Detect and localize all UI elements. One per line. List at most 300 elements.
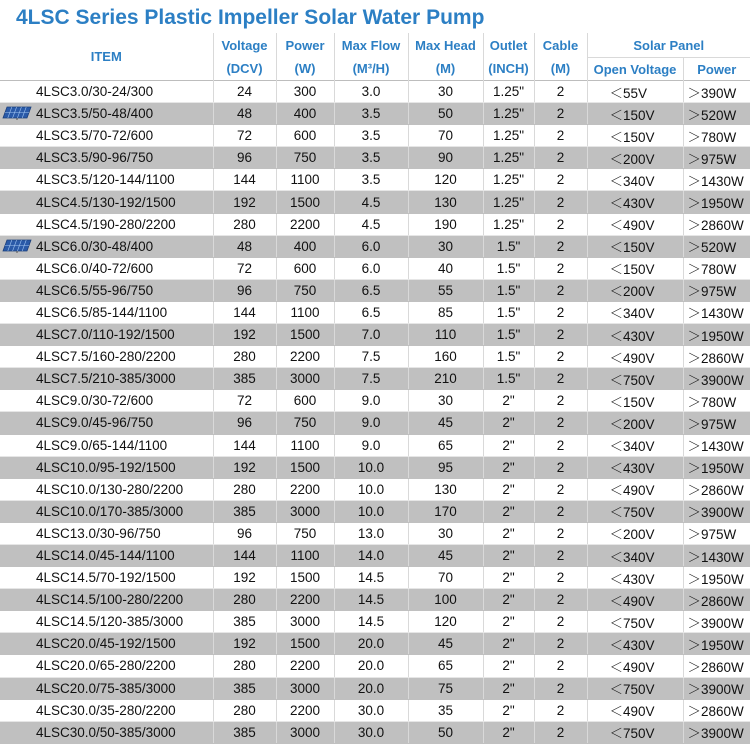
cell-open-voltage-text: ＜430V	[609, 571, 655, 587]
cell-item	[0, 390, 213, 412]
cell-outlet-text: 1.25"	[492, 194, 525, 210]
cell-power	[276, 301, 334, 323]
cell-open-voltage-text: ＜340V	[609, 549, 655, 565]
cell-cable	[534, 147, 587, 169]
cell-power	[276, 655, 334, 677]
cell-power-text: 300	[293, 84, 317, 100]
cell-cable-text: 2	[556, 371, 565, 387]
cell-max-flow-text: 9.0	[361, 415, 381, 431]
cell-panel-power-text: ＞2860W	[687, 659, 744, 675]
cell-outlet	[483, 279, 534, 301]
cell-outlet-text: 1.25"	[492, 216, 525, 232]
cell-max-flow-text: 9.0	[361, 393, 381, 409]
cell-item-text: 4LSC20.0/45-192/1500	[36, 636, 176, 652]
cell-power	[276, 567, 334, 589]
cell-outlet-text: 2"	[502, 592, 515, 608]
cell-power	[276, 346, 334, 368]
cell-max-head-text: 50	[437, 106, 454, 122]
cell-max-flow-text: 7.5	[361, 349, 381, 365]
cell-max-flow	[334, 633, 408, 655]
cell-outlet	[483, 721, 534, 743]
cell-max-flow	[334, 191, 408, 213]
cell-voltage-text: 72	[236, 128, 253, 144]
cell-outlet	[483, 169, 534, 191]
cell-outlet	[483, 434, 534, 456]
cell-open-voltage-text: ＜430V	[609, 328, 655, 344]
cell-panel-power	[683, 147, 750, 169]
cell-panel-power	[683, 655, 750, 677]
cell-voltage-text: 385	[233, 614, 256, 630]
cell-max-head-text: 30	[437, 525, 454, 541]
cell-outlet-text: 2"	[502, 702, 515, 718]
cell-panel-power-text: ＞1430W	[687, 549, 744, 565]
cell-cable-text: 2	[556, 282, 565, 298]
cell-max-flow	[334, 279, 408, 301]
cell-max-head	[408, 478, 483, 500]
cell-open-voltage-text: ＜490V	[609, 659, 655, 675]
cell-cable-text: 2	[556, 194, 565, 210]
cell-max-flow-text: 6.5	[361, 282, 381, 298]
cell-cable	[534, 346, 587, 368]
cell-power	[276, 544, 334, 566]
cell-power	[276, 677, 334, 699]
cell-panel-power-text: ＞520W	[687, 107, 737, 123]
cell-max-head-text: 120	[434, 614, 457, 630]
cell-max-head	[408, 434, 483, 456]
cell-cable-text: 2	[556, 304, 565, 320]
cell-outlet-text: 2"	[502, 437, 515, 453]
cell-max-head	[408, 456, 483, 478]
cell-power-text: 1500	[289, 327, 321, 343]
cell-panel-power-text: ＞780W	[687, 129, 737, 145]
cell-cable-text: 2	[556, 260, 565, 276]
cell-panel-power-text: ＞975W	[687, 527, 737, 543]
cell-max-head	[408, 103, 483, 125]
cell-power	[276, 699, 334, 721]
cell-outlet	[483, 125, 534, 147]
cell-max-flow	[334, 368, 408, 390]
cell-voltage-text: 192	[233, 327, 256, 343]
cell-voltage-text: 280	[233, 349, 256, 365]
cell-open-voltage-text: ＜750V	[609, 505, 655, 521]
cell-item	[0, 235, 213, 257]
cell-outlet	[483, 412, 534, 434]
cell-panel-power	[683, 81, 750, 103]
cell-power	[276, 368, 334, 390]
cell-item	[0, 279, 213, 301]
cell-open-voltage	[587, 412, 683, 434]
cell-voltage-text: 72	[236, 393, 253, 409]
cell-panel-power-text: ＞2860W	[687, 704, 744, 720]
cell-power	[276, 235, 334, 257]
cell-open-voltage-text: ＜750V	[609, 615, 655, 631]
cell-item	[0, 257, 213, 279]
cell-max-head	[408, 81, 483, 103]
cell-voltage-text: 385	[233, 680, 256, 696]
table-row	[0, 589, 750, 611]
cell-outlet-text: 2"	[502, 636, 515, 652]
cell-panel-power-text: ＞3900W	[687, 726, 744, 742]
cell-open-voltage	[587, 103, 683, 125]
cell-outlet	[483, 677, 534, 699]
header-item: ITEM	[0, 33, 213, 81]
cell-open-voltage	[587, 279, 683, 301]
cell-cable	[534, 81, 587, 103]
table-row	[0, 81, 750, 103]
cell-max-head	[408, 346, 483, 368]
cell-outlet	[483, 213, 534, 235]
cell-panel-power	[683, 257, 750, 279]
cell-voltage	[213, 522, 276, 544]
cell-item-text: 4LSC3.0/30-24/300	[36, 84, 154, 100]
cell-voltage-text: 280	[233, 481, 256, 497]
cell-voltage-text: 280	[233, 658, 256, 674]
cell-max-head-text: 130	[434, 481, 457, 497]
cell-panel-power-text: ＞3900W	[687, 682, 744, 698]
cell-cable-text: 2	[556, 525, 565, 541]
cell-panel-power	[683, 434, 750, 456]
cell-voltage-text: 144	[233, 304, 256, 320]
cell-max-head	[408, 677, 483, 699]
cell-power	[276, 611, 334, 633]
cell-panel-power-text: ＞1430W	[687, 306, 744, 322]
cell-cable	[534, 191, 587, 213]
cell-panel-power-text: ＞2860W	[687, 593, 744, 609]
cell-max-head	[408, 191, 483, 213]
table-row	[0, 301, 750, 323]
cell-max-head-text: 210	[434, 371, 457, 387]
cell-power	[276, 324, 334, 346]
table-row	[0, 655, 750, 677]
cell-power	[276, 279, 334, 301]
cell-panel-power	[683, 169, 750, 191]
cell-power	[276, 589, 334, 611]
cell-open-voltage-text: ＜340V	[609, 173, 655, 189]
cell-max-flow-text: 14.0	[357, 548, 385, 564]
cell-voltage-text: 96	[236, 282, 253, 298]
cell-open-voltage	[587, 235, 683, 257]
cell-item	[0, 301, 213, 323]
cell-max-flow	[334, 169, 408, 191]
cell-panel-power	[683, 125, 750, 147]
cell-item	[0, 500, 213, 522]
cell-item-text: 4LSC14.5/100-280/2200	[36, 592, 184, 608]
cell-max-head-text: 120	[434, 172, 457, 188]
cell-max-flow-text: 10.0	[357, 503, 385, 519]
cell-cable	[534, 169, 587, 191]
cell-open-voltage	[587, 699, 683, 721]
cell-voltage	[213, 81, 276, 103]
cell-open-voltage-text: ＜150V	[609, 240, 655, 256]
cell-item-text: 4LSC14.5/120-385/3000	[36, 614, 184, 630]
cell-panel-power-text: ＞2860W	[687, 218, 744, 234]
table-row	[0, 390, 750, 412]
cell-item	[0, 677, 213, 699]
cell-cable	[534, 456, 587, 478]
table-row	[0, 169, 750, 191]
cell-open-voltage	[587, 301, 683, 323]
cell-voltage	[213, 147, 276, 169]
cell-max-head	[408, 589, 483, 611]
cell-item	[0, 434, 213, 456]
cell-max-flow-text: 10.0	[357, 481, 385, 497]
cell-voltage-text: 144	[233, 172, 256, 188]
cell-max-flow	[334, 544, 408, 566]
cell-open-voltage-text: ＜340V	[609, 306, 655, 322]
cell-power	[276, 522, 334, 544]
cell-max-flow	[334, 103, 408, 125]
cell-panel-power	[683, 456, 750, 478]
cell-open-voltage	[587, 655, 683, 677]
cell-cable-text: 2	[556, 216, 565, 232]
cell-open-voltage-text: ＜490V	[609, 218, 655, 234]
header-outlet-unit: (INCH)	[483, 58, 534, 81]
cell-cable-text: 2	[556, 680, 565, 696]
cell-cable	[534, 301, 587, 323]
cell-power-text: 1100	[290, 304, 320, 320]
table-row	[0, 611, 750, 633]
cell-open-voltage-text: ＜150V	[609, 129, 655, 145]
cell-open-voltage-text: ＜430V	[609, 637, 655, 653]
cell-max-flow	[334, 721, 408, 743]
cell-max-head-text: 45	[437, 415, 454, 431]
cell-panel-power	[683, 279, 750, 301]
cell-panel-power-text: ＞1950W	[687, 196, 744, 212]
cell-max-flow-text: 13.0	[357, 525, 385, 541]
table-row	[0, 147, 750, 169]
cell-open-voltage	[587, 213, 683, 235]
cell-panel-power	[683, 346, 750, 368]
cell-item-text: 4LSC30.0/50-385/3000	[36, 724, 176, 740]
cell-cable	[534, 368, 587, 390]
cell-max-flow-text: 6.5	[361, 304, 381, 320]
cell-cable	[534, 390, 587, 412]
cell-open-voltage	[587, 390, 683, 412]
cell-voltage	[213, 412, 276, 434]
cell-cable	[534, 324, 587, 346]
cell-panel-power	[683, 324, 750, 346]
cell-outlet-text: 2"	[502, 393, 515, 409]
cell-cable-text: 2	[556, 636, 565, 652]
cell-item-text: 4LSC3.5/50-48/400	[36, 106, 154, 122]
cell-power	[276, 478, 334, 500]
cell-panel-power-text: ＞975W	[687, 416, 737, 432]
header-voltage-unit: (DCV)	[213, 58, 276, 81]
cell-voltage	[213, 611, 276, 633]
cell-cable	[534, 103, 587, 125]
cell-item	[0, 368, 213, 390]
cell-max-flow	[334, 324, 408, 346]
cell-power-text: 400	[293, 238, 317, 254]
cell-panel-power-text: ＞3900W	[687, 372, 744, 388]
cell-outlet-text: 1.25"	[492, 150, 525, 166]
cell-item-text: 4LSC14.0/45-144/1100	[36, 548, 175, 564]
cell-cable-text: 2	[556, 106, 565, 122]
cell-item	[0, 522, 213, 544]
cell-open-voltage	[587, 522, 683, 544]
cell-max-head-text: 30	[437, 84, 454, 100]
cell-power-text: 750	[293, 415, 317, 431]
cell-outlet-text: 1.5"	[496, 260, 521, 276]
cell-voltage	[213, 544, 276, 566]
cell-panel-power-text: ＞975W	[687, 151, 737, 167]
cell-max-head	[408, 324, 483, 346]
cell-outlet-text: 1.25"	[492, 172, 525, 188]
header-cable-unit: (M)	[534, 58, 587, 81]
cell-power	[276, 191, 334, 213]
cell-item-text: 4LSC30.0/35-280/2200	[36, 702, 176, 718]
cell-outlet	[483, 544, 534, 566]
cell-outlet-text: 1.5"	[496, 371, 521, 387]
cell-max-head	[408, 368, 483, 390]
cell-max-head	[408, 257, 483, 279]
cell-item-text: 4LSC4.5/190-280/2200	[36, 216, 176, 232]
cell-outlet	[483, 191, 534, 213]
cell-item-text: 4LSC10.0/130-280/2200	[36, 481, 184, 497]
cell-max-flow-text: 3.5	[361, 150, 381, 166]
cell-power-text: 3000	[289, 371, 321, 387]
table-row	[0, 346, 750, 368]
cell-panel-power-text: ＞1430W	[687, 439, 744, 455]
cell-open-voltage-text: ＜150V	[609, 262, 655, 278]
cell-item-text: 4LSC13.0/30-96/750	[36, 525, 161, 541]
table-body	[0, 81, 750, 744]
cell-open-voltage	[587, 567, 683, 589]
header-power-unit: (W)	[276, 58, 334, 81]
cell-open-voltage	[587, 434, 683, 456]
cell-cable	[534, 567, 587, 589]
cell-panel-power-text: ＞390W	[687, 85, 737, 101]
cell-open-voltage-text: ＜750V	[609, 372, 655, 388]
cell-item	[0, 478, 213, 500]
cell-item	[0, 721, 213, 743]
cell-max-flow	[334, 81, 408, 103]
cell-max-flow	[334, 567, 408, 589]
cell-voltage	[213, 191, 276, 213]
cell-open-voltage	[587, 500, 683, 522]
cell-open-voltage	[587, 611, 683, 633]
cell-outlet	[483, 324, 534, 346]
cell-power	[276, 213, 334, 235]
cell-max-flow	[334, 213, 408, 235]
cell-voltage-text: 192	[233, 459, 256, 475]
cell-open-voltage	[587, 346, 683, 368]
table-row	[0, 213, 750, 235]
cell-item	[0, 213, 213, 235]
cell-outlet	[483, 589, 534, 611]
cell-cable-text: 2	[556, 238, 565, 254]
cell-max-head-text: 65	[437, 658, 454, 674]
cell-outlet	[483, 235, 534, 257]
cell-cable	[534, 522, 587, 544]
cell-panel-power-text: ＞520W	[687, 240, 737, 256]
cell-cable	[534, 544, 587, 566]
cell-item-text: 4LSC6.0/30-48/400	[36, 238, 154, 254]
cell-voltage	[213, 721, 276, 743]
cell-voltage-text: 96	[236, 150, 253, 166]
cell-cable	[534, 478, 587, 500]
cell-cable-text: 2	[556, 481, 565, 497]
cell-power-text: 1500	[289, 194, 321, 210]
table-row	[0, 677, 750, 699]
cell-cable-text: 2	[556, 503, 565, 519]
cell-max-head-text: 40	[437, 260, 454, 276]
cell-power-text: 600	[293, 128, 317, 144]
cell-max-flow-text: 7.0	[361, 327, 381, 343]
cell-power-text: 3000	[289, 503, 321, 519]
cell-voltage-text: 144	[233, 437, 256, 453]
cell-open-voltage-text: ＜200V	[609, 151, 655, 167]
cell-outlet	[483, 567, 534, 589]
cell-voltage	[213, 279, 276, 301]
cell-max-head-text: 50	[437, 724, 454, 740]
cell-cable	[534, 434, 587, 456]
cell-item	[0, 611, 213, 633]
cell-open-voltage-text: ＜490V	[609, 350, 655, 366]
cell-outlet-text: 2"	[502, 570, 515, 586]
table-row	[0, 544, 750, 566]
cell-cable-text: 2	[556, 349, 565, 365]
cell-outlet	[483, 346, 534, 368]
cell-cable	[534, 412, 587, 434]
table-row	[0, 721, 750, 743]
cell-power-text: 1500	[289, 636, 321, 652]
cell-cable-text: 2	[556, 128, 565, 144]
cell-panel-power	[683, 500, 750, 522]
cell-max-flow-text: 6.0	[361, 238, 381, 254]
cell-outlet	[483, 500, 534, 522]
cell-open-voltage	[587, 589, 683, 611]
cell-voltage-text: 96	[236, 415, 253, 431]
cell-item	[0, 633, 213, 655]
cell-item-text: 4LSC3.5/120-144/1100	[36, 172, 175, 188]
cell-panel-power	[683, 213, 750, 235]
cell-open-voltage-text: ＜150V	[609, 394, 655, 410]
cell-outlet	[483, 390, 534, 412]
table-row	[0, 125, 750, 147]
cell-voltage-text: 24	[236, 84, 253, 100]
cell-voltage	[213, 324, 276, 346]
cell-cable-text: 2	[556, 658, 565, 674]
cell-voltage-text: 385	[233, 503, 256, 519]
cell-open-voltage-text: ＜490V	[609, 704, 655, 720]
cell-voltage	[213, 368, 276, 390]
table-row	[0, 324, 750, 346]
table-row	[0, 456, 750, 478]
header-voltage: Voltage	[213, 33, 276, 58]
cell-open-voltage-text: ＜200V	[609, 527, 655, 543]
cell-panel-power	[683, 368, 750, 390]
cell-outlet	[483, 301, 534, 323]
cell-voltage-text: 280	[233, 216, 256, 232]
table-row	[0, 257, 750, 279]
table-row	[0, 279, 750, 301]
cell-max-flow-text: 6.0	[361, 260, 381, 276]
cell-panel-power-text: ＞2860W	[687, 483, 744, 499]
cell-cable-text: 2	[556, 437, 565, 453]
cell-max-flow-text: 4.5	[361, 194, 381, 210]
cell-item	[0, 191, 213, 213]
cell-max-flow	[334, 589, 408, 611]
cell-cable	[534, 279, 587, 301]
cell-max-flow	[334, 655, 408, 677]
cell-panel-power	[683, 522, 750, 544]
cell-voltage	[213, 125, 276, 147]
cell-item-text: 4LSC6.5/55-96/750	[36, 282, 154, 298]
cell-max-flow-text: 10.0	[357, 459, 385, 475]
cell-panel-power	[683, 191, 750, 213]
cell-cable	[534, 611, 587, 633]
